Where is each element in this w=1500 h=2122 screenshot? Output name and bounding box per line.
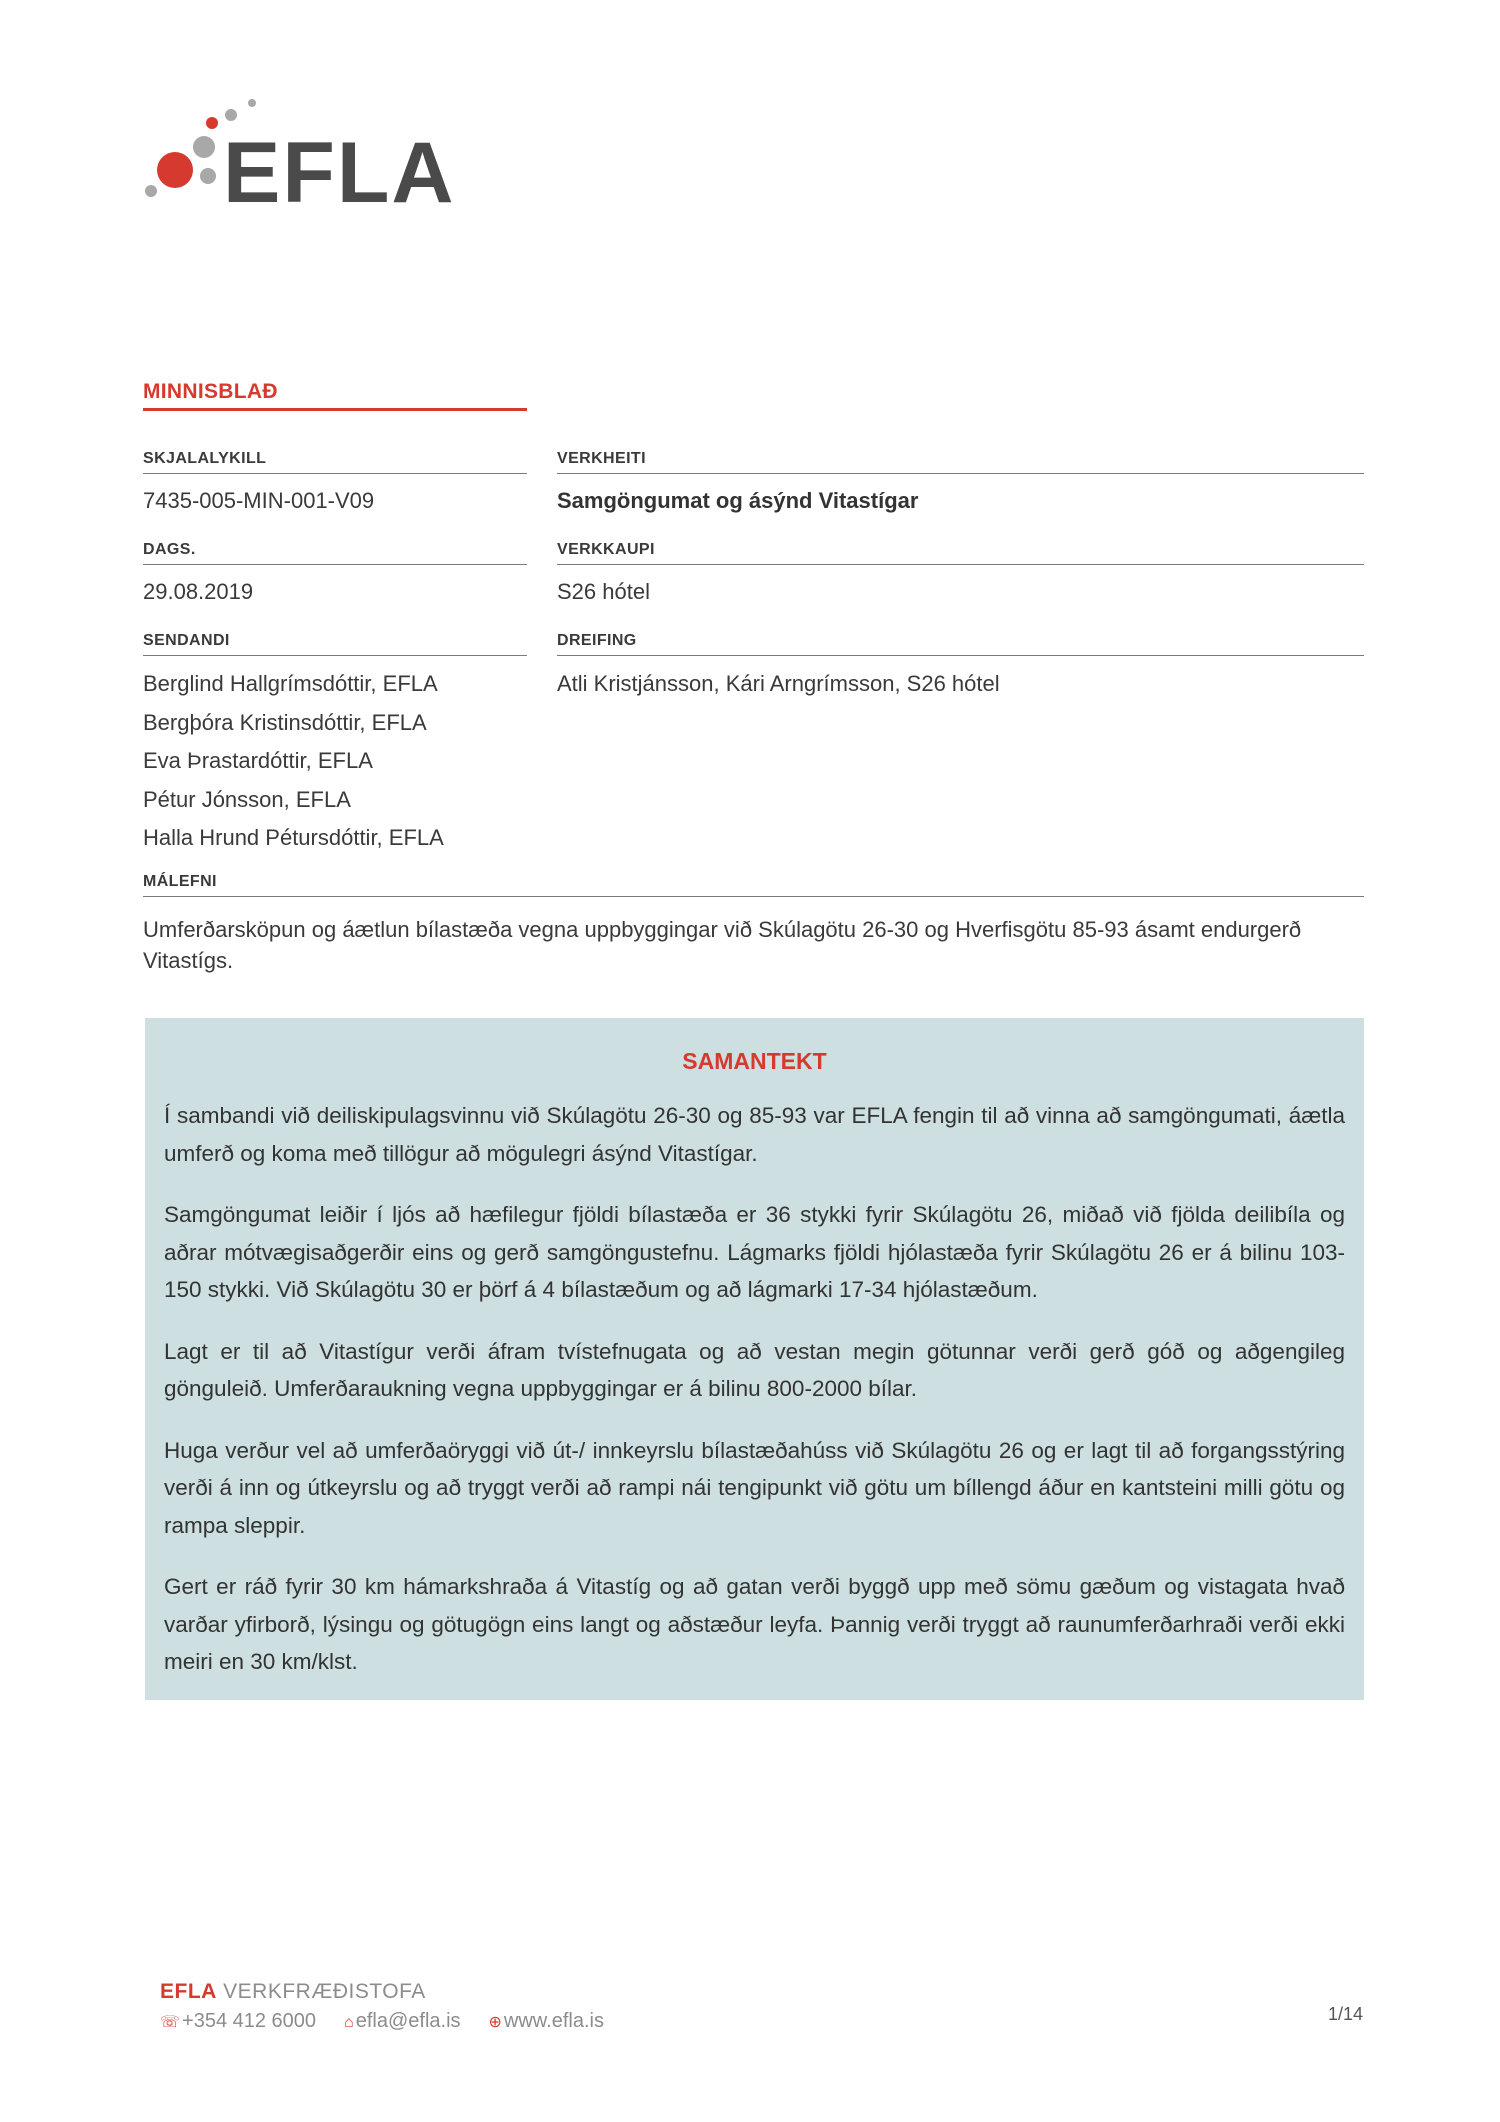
project-name: Samgöngumat og ásýnd Vitastígar [557, 488, 919, 513]
footer-email[interactable] [344, 2010, 460, 2033]
sender-item: Eva Þrastardóttir, EFLA [143, 748, 373, 773]
divider [143, 564, 527, 565]
globe-icon: ⊕ [488, 2014, 502, 2031]
doc-type-title: MINNISBLAÐ [143, 380, 278, 403]
logo-text: EFLA [223, 125, 456, 210]
divider [143, 896, 1364, 897]
sender-item: Bergþóra Kristinsdóttir, EFLA [143, 709, 427, 735]
sender-item: Halla Hrund Pétursdóttir, EFLA [143, 825, 444, 850]
summary-paragraph: Gert er ráð fyrir 30 km hámarkshraða á Vitastíg og að gatan verði byggð upp með sömu gæðum og vistagata hvað varðar yfirborð, lýsingu og götugögn eins langt og aðstæður leyfa. Þannig verði tryggt að raunumferðarhraði verði ekki meiri en 30 km/klst. [164, 1574, 1345, 1674]
footer-brand [160, 1980, 426, 2004]
document-key-label: SKJALALYKILL [143, 450, 267, 467]
divider [143, 655, 527, 656]
doc-title-rule [143, 408, 527, 411]
divider [557, 473, 1364, 474]
summary-paragraph: Í sambandi við deiliskipulagsvinnu við Skúlagötu 26-30 og 85-93 var EFLA fengin til að vinna að samgöngumati, áætla umferð og koma með tillögur að mögulegri ásýnd Vitastígar. [164, 1103, 1345, 1166]
divider [557, 564, 1364, 565]
document-key: 7435-005-MIN-001-V09 [143, 488, 375, 513]
client-label: VERKKAUPI [557, 541, 655, 558]
subject-label: MÁLEFNI [143, 873, 217, 890]
phone-icon: ☏ [160, 2014, 181, 2031]
phone-text: +354 412 6000 [182, 2010, 317, 2032]
mail-icon: ⌂ [344, 2014, 354, 2031]
summary-heading: SAMANTEKT [682, 1048, 827, 1074]
summary-paragraph: Huga verður vel að umferðaöryggi við út-/ innkeyrslu bílastæðahúss við Skúlagötu 26 og er lagt til að forgangsstýring verði á inn og útkeyrslu og að tryggt verði að rampi nái tengipunkt við götu um bíllengd áður en kantsteini milli götu og rampa sleppir. [164, 1437, 1345, 1538]
subject-text: Umferðarsköpun og áætlun bílastæða vegna uppbyggingar við Skúlagötu 26-30 og Hverfisgötu 85-93 ásamt endurgerð Vitastígs. [143, 917, 1302, 973]
efla-logo [140, 95, 480, 210]
project-name-label: VERKHEITI [557, 450, 646, 467]
divider [557, 655, 1364, 656]
summary-paragraph: Samgöngumat leiðir í ljós að hæfilegur fjöldi bílastæða er 36 stykki fyrir Skúlagötu 26, miðað við fjölda deilibíla og aðrar mótvægisaðgerðir eins og gerð samgöngustefnu. Lágmarks fjöldi hjólastæða fyrir Skúlagötu 26 er á bilinu 103-150 stykki. Við Skúlagötu 30 er þörf á 4 bílastæðum og að lágmarki 17-34 hjólastæðum. [164, 1202, 1345, 1302]
distribution-label: DREIFING [557, 632, 637, 649]
summary-box [145, 1018, 1364, 1700]
date-label: DAGS. [143, 541, 196, 558]
page-number: 1/14 [1328, 2004, 1364, 2024]
divider [143, 473, 527, 474]
client-value: S26 hótel [557, 579, 650, 604]
sender-item: Berglind Hallgrímsdóttir, EFLA [143, 671, 438, 696]
footer-contacts [160, 2010, 604, 2033]
footer-brand-suffix: VERKFRÆÐISTOFA [223, 1980, 426, 2003]
footer-web[interactable] [489, 2010, 604, 2033]
date-value: 29.08.2019 [143, 579, 254, 604]
sender-item: Pétur Jónsson, EFLA [143, 786, 351, 812]
web-text: www.efla.is [503, 2010, 604, 2032]
sender-list [143, 665, 527, 858]
summary-paragraph: Lagt er til að Vitastígur verði áfram tvístefnugata og að vestan megin götunnar verði gerð góð og aðgengileg gönguleið. Umferðaraukning vegna uppbyggingar er á bilinu 800-2000 bílar. [164, 1338, 1345, 1401]
footer-brand-name: EFLA [160, 1980, 217, 2003]
distribution-value: Atli Kristjánsson, Kári Arngrímsson, S26 hótel [557, 671, 1000, 696]
email-text: efla@efla.is [355, 2010, 461, 2032]
sender-label: SENDANDI [143, 632, 230, 649]
footer-phone[interactable] [160, 2010, 316, 2033]
